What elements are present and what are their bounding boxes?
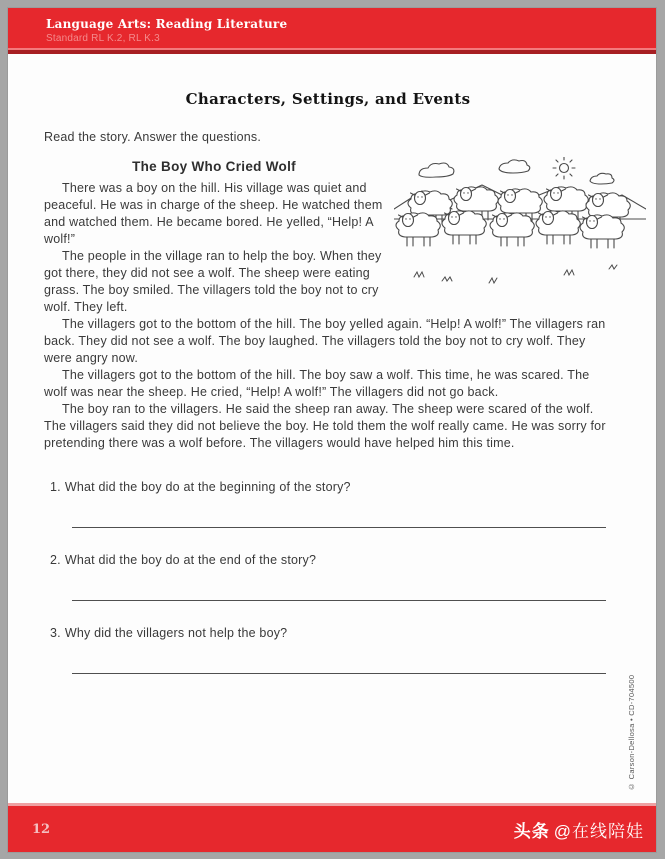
answer-line-3[interactable] <box>72 673 606 674</box>
publisher-copyright: © Carson-Dellosa • CD-704500 <box>627 674 636 791</box>
header-standard: Standard RL K.2, RL K.3 <box>46 33 160 44</box>
story-title: The Boy Who Cried Wolf <box>132 159 296 174</box>
question-1-text: 1. What did the boy do at the beginning of the story? <box>50 480 351 494</box>
question-3-text: 3. Why did the villagers not help the boy? <box>50 626 288 640</box>
page-number: 12 <box>32 821 51 837</box>
footer-band <box>8 803 656 852</box>
page-title: Characters, Settings, and Events <box>185 90 471 108</box>
question-1-number: 1. <box>50 480 61 494</box>
story-paragraph-5: The boy ran to the villagers. He said the sheep ran away. The sheep were scared of the wolf. The villagers said they did not believe the boy. He told them the wolf really came. He was sorry for pretending there was a wolf before. The villagers would have helped him this time. <box>44 402 606 450</box>
directions-text: Read the story. Answer the questions. <box>44 130 262 144</box>
sheep-flock-drawing <box>394 157 646 287</box>
question-2 <box>44 553 612 601</box>
watermark-handle: @在线陪娃 <box>553 821 644 841</box>
toutiao-logo: 头条 <box>513 821 550 841</box>
question-2-number: 2. <box>50 553 61 567</box>
story-paragraph-4: The villagers got to the bottom of the hill. The boy saw a wolf. This time, he was scared. The wolf was near the sheep. He cried, “Help! A wolf!” The villagers did not go back. <box>44 368 590 399</box>
story-section <box>44 157 612 452</box>
header-band <box>8 8 656 50</box>
story-paragraph-1: There was a boy on the hill. His village was quiet and peaceful. He was in charge of the sheep. He watched them and watched them. He became bored. He yelled, “Help! A wolf!” <box>44 181 383 246</box>
story-paragraph-3: The villagers got to the bottom of the hill. The boy yelled again. “Help! A wolf!” The villagers ran back. They did not see a wolf. The boy laughed. The villagers told the boy not to cry wolf. They were angry now. <box>44 317 606 365</box>
worksheet-content <box>8 56 656 800</box>
answer-line-2[interactable] <box>72 600 606 601</box>
sheep-flock-illustration <box>394 157 612 283</box>
worksheet-page <box>8 8 656 852</box>
question-2-text: 2. What did the boy do at the end of the story? <box>50 553 317 567</box>
questions-list <box>44 480 612 674</box>
question-3-number: 3. <box>50 626 61 640</box>
question-1 <box>44 480 612 528</box>
answer-line-1[interactable] <box>72 527 606 528</box>
header-title: Language Arts: Reading Literature <box>46 17 288 31</box>
question-3 <box>44 626 612 674</box>
story-paragraph-2: The people in the village ran to help the boy. When they got there, they did not see a wolf. The sheep were eating grass. The boy smiled. The villagers told the boy not to cry wolf. They left. <box>44 249 382 314</box>
toutiao-watermark <box>514 817 644 842</box>
